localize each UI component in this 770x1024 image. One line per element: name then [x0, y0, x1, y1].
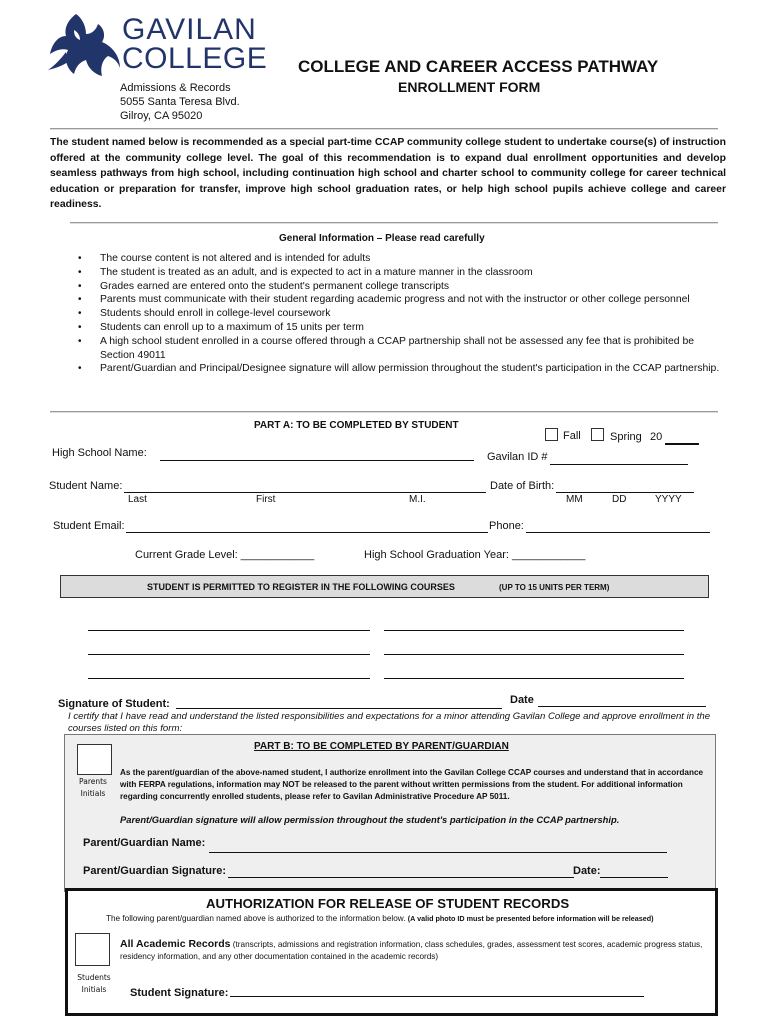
form-subtitle: ENROLLMENT FORM	[398, 79, 541, 95]
term-year-field[interactable]	[665, 443, 699, 445]
office-street: 5055 Santa Teresa Blvd.	[120, 96, 240, 108]
release-title: AUTHORIZATION FOR RELEASE OF STUDENT RECORDS	[206, 896, 570, 911]
parent-initials-box[interactable]	[77, 744, 112, 775]
gavilan-id-label: Gavilan ID #	[487, 451, 548, 463]
phone-field[interactable]	[526, 532, 710, 533]
parent-initials-label: Parents Initials	[79, 777, 107, 798]
office-name: Admissions & Records	[120, 82, 231, 94]
header-divider	[50, 128, 718, 130]
student-name-field[interactable]	[124, 492, 486, 493]
list-item: • A high school student enrolled in a course offered through a CCAP partnership shall not be assessed any fee that is prohibited be Section 49011	[100, 335, 720, 363]
list-item: • Students can enroll up to a maximum of 15 units per term	[100, 321, 720, 335]
parent-name-field[interactable]	[209, 852, 667, 853]
high-school-label: High School Name:	[52, 447, 147, 459]
part-b-title: PART B: TO BE COMPLETED BY PARENT/GUARDIAN	[254, 741, 509, 752]
dob-field[interactable]	[556, 492, 694, 493]
office-city: Gilroy, CA 95020	[120, 110, 203, 122]
email-label: Student Email:	[53, 520, 125, 532]
records-heading: All Academic Records	[120, 938, 231, 950]
records-detail: (transcripts, admissions and registration information, class schedules, grades, assessment test scores, academic progress status, residency information, and any other documentation contained in the academic records)	[120, 940, 703, 961]
list-item: • Parents must communicate with their student regarding academic progress and not with the instructor or other college personnel	[100, 293, 720, 307]
student-signature-label: Signature of Student:	[58, 698, 170, 710]
gavilan-id-field[interactable]	[550, 464, 688, 465]
intro-divider	[70, 222, 718, 224]
list-item: • Grades earned are entered onto the student's permanent college transcripts	[100, 280, 720, 294]
course-field-6[interactable]	[384, 678, 684, 679]
release-intro-text: The following parent/guardian named above is authorized to the information below.	[106, 914, 406, 923]
email-field[interactable]	[126, 532, 488, 533]
form-title: COLLEGE AND CAREER ACCESS PATHWAY	[298, 57, 659, 76]
name-part-first: First	[256, 494, 276, 505]
student-initials-box[interactable]	[75, 933, 110, 966]
part-a-title: PART A: TO BE COMPLETED BY STUDENT	[254, 420, 459, 431]
student-date-label: Date	[510, 694, 534, 706]
student-date-field[interactable]	[538, 706, 706, 707]
student-release-signature-label: Student Signature:	[130, 987, 229, 999]
general-list	[100, 252, 720, 376]
student-initials-label: Students Initials	[77, 973, 111, 994]
brand-line-2: COLLEGE	[122, 42, 268, 75]
course-field-2[interactable]	[384, 630, 684, 631]
courses-banner	[60, 575, 709, 598]
general-divider	[50, 411, 718, 413]
dob-part-yyyy: YYYY	[655, 494, 682, 505]
parent-name-label: Parent/Guardian Name:	[83, 837, 206, 849]
dob-label: Date of Birth:	[490, 480, 555, 492]
list-item: • The course content is not altered and is intended for adults	[100, 252, 720, 266]
parent-signature-label: Parent/Guardian Signature:	[83, 865, 227, 877]
certify-statement: I certify that I have read and understand the listed responsibilities and expectations for a minor attending Gavilan College and approve enrollment in the courses listed on this form:	[68, 711, 711, 734]
list-item: • Parent/Guardian and Principal/Designee signature will allow permission throughout the student's participation in the CCAP partnership.	[100, 362, 720, 376]
brand-line-1: GAVILAN	[122, 13, 257, 46]
grade-level-field[interactable]: Current Grade Level: ____________	[135, 549, 315, 561]
course-field-4[interactable]	[384, 654, 684, 655]
list-item: • The student is treated as an adult, and is expected to act in a mature manner in the classroom	[100, 266, 720, 280]
intro-paragraph: The student named below is recommended as a special part-time CCAP community college student to undertake course(s) of instruction offered at the community college level. The goal of this recommendation is to expand dual enrollment opportunities and develop seamless pathways from high school, including continuation high school and charter school to community college for career technical education or preparation for transfer, improve high school graduation rates, or help high school pupils achieve college and career readiness.	[50, 137, 726, 210]
term-spring-label: Spring	[610, 431, 642, 443]
courses-banner-note: (UP TO 15 UNITS PER TERM)	[499, 583, 610, 592]
parent-date-label: Date:	[573, 865, 601, 877]
parent-consent-text: As the parent/guardian of the above-named student, I authorize enrollment into the Gavilan College CCAP courses and understand that in accordance with FERPA regulations, information may NOT be released to the parent without written permissions from the student. For additional information regarding concurrently enrolled students, please refer to Gavilan Administrative Procedure AP 5011.	[120, 768, 704, 801]
name-part-mi: M.I.	[409, 494, 426, 505]
graduation-year-field[interactable]: High School Graduation Year: ____________	[364, 549, 586, 561]
term-fall-label: Fall	[563, 430, 581, 442]
hawk-logo-icon	[46, 10, 122, 82]
dob-part-dd: DD	[612, 494, 627, 505]
term-year-prefix: 20	[650, 431, 663, 443]
student-signature-field[interactable]	[176, 708, 502, 709]
general-heading: General Information – Please read carefully	[279, 233, 485, 244]
name-part-last: Last	[128, 494, 147, 505]
dob-part-mm: MM	[566, 494, 583, 505]
permission-note: Parent/Guardian signature will allow permission throughout the student's participation in the CCAP partnership.	[120, 814, 620, 825]
list-item: • Students should enroll in college-level coursework	[100, 307, 720, 321]
course-field-5[interactable]	[88, 678, 370, 679]
records-description	[120, 938, 704, 963]
courses-banner-text: STUDENT IS PERMITTED TO REGISTER IN THE FOLLOWING COURSES	[147, 582, 455, 592]
parent-signature-field[interactable]	[228, 877, 574, 878]
course-field-1[interactable]	[88, 630, 370, 631]
parent-date-field[interactable]	[600, 877, 668, 878]
release-intro-note: (A valid photo ID must be presented before information will be released)	[407, 914, 654, 923]
phone-label: Phone:	[489, 520, 524, 532]
term-fall-checkbox[interactable]	[545, 428, 558, 441]
term-spring-checkbox[interactable]	[591, 428, 604, 441]
student-release-signature-field[interactable]	[230, 996, 644, 997]
high-school-field[interactable]	[160, 460, 474, 461]
course-field-3[interactable]	[88, 654, 370, 655]
release-intro	[106, 914, 654, 923]
college-logo	[46, 10, 266, 82]
student-name-label: Student Name:	[49, 480, 123, 492]
